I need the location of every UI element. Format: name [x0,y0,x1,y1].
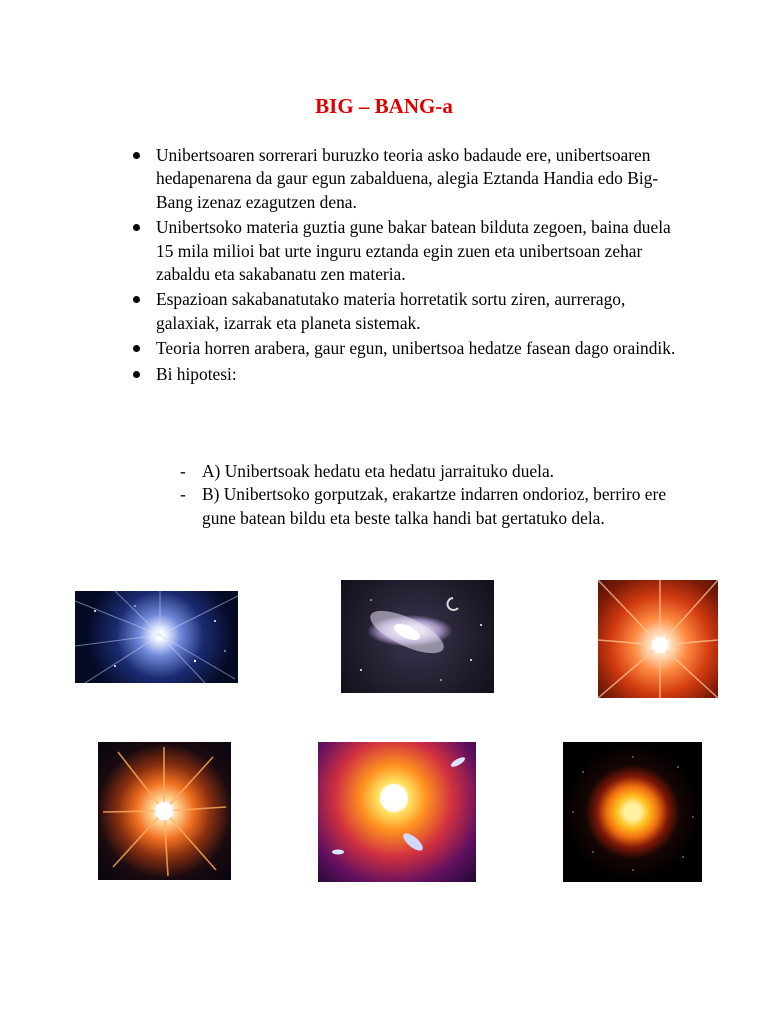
list-item: Teoria horren arabera, gaur egun, unibertsoa hedatze fasean dago oraindik. [128,337,688,360]
orange-star-burst-image [98,742,231,880]
yellow-fireball-image [563,742,702,882]
spiral-galaxy-image [341,580,494,693]
red-explosion-image [598,580,718,698]
list-item: - B) Unibertsoko gorputzak, erakartze indarren ondorioz, berriro ere gune batean bildu eta beste talka handi bat gertatuko dela. [180,483,680,530]
list-item: Unibertsoaren sorrerari buruzko teoria asko badaude ere, unibertsoaren hedapenarena da gaur egun zabalduena, alegia Eztanda Handia edo Big- Bang izenaz ezagutzen dena. [128,144,688,214]
hypothesis-list [180,460,680,530]
page-title: BIG – BANG-a [315,94,453,118]
galaxies-explosion-image [318,742,476,882]
list-item: Espazioan sakabanatutako materia horretatik sortu ziren, aurrerago, galaxiak, izarrak eta planeta sistemak. [128,288,688,335]
list-item: Unibertsoko materia guztia gune bakar batean bilduta zegoen, baina duela 15 mila milioi bat urte inguru eztanda egin zuen eta unibertsoan zehar zabaldu eta sakabanatu zen materia. [128,216,688,286]
list-item: - A) Unibertsoak hedatu eta hedatu jarraituko duela. [180,460,680,483]
big-bang-blue-burst-image [75,591,238,683]
list-item: Bi hipotesi: [128,363,688,386]
bullet-list [128,144,688,408]
